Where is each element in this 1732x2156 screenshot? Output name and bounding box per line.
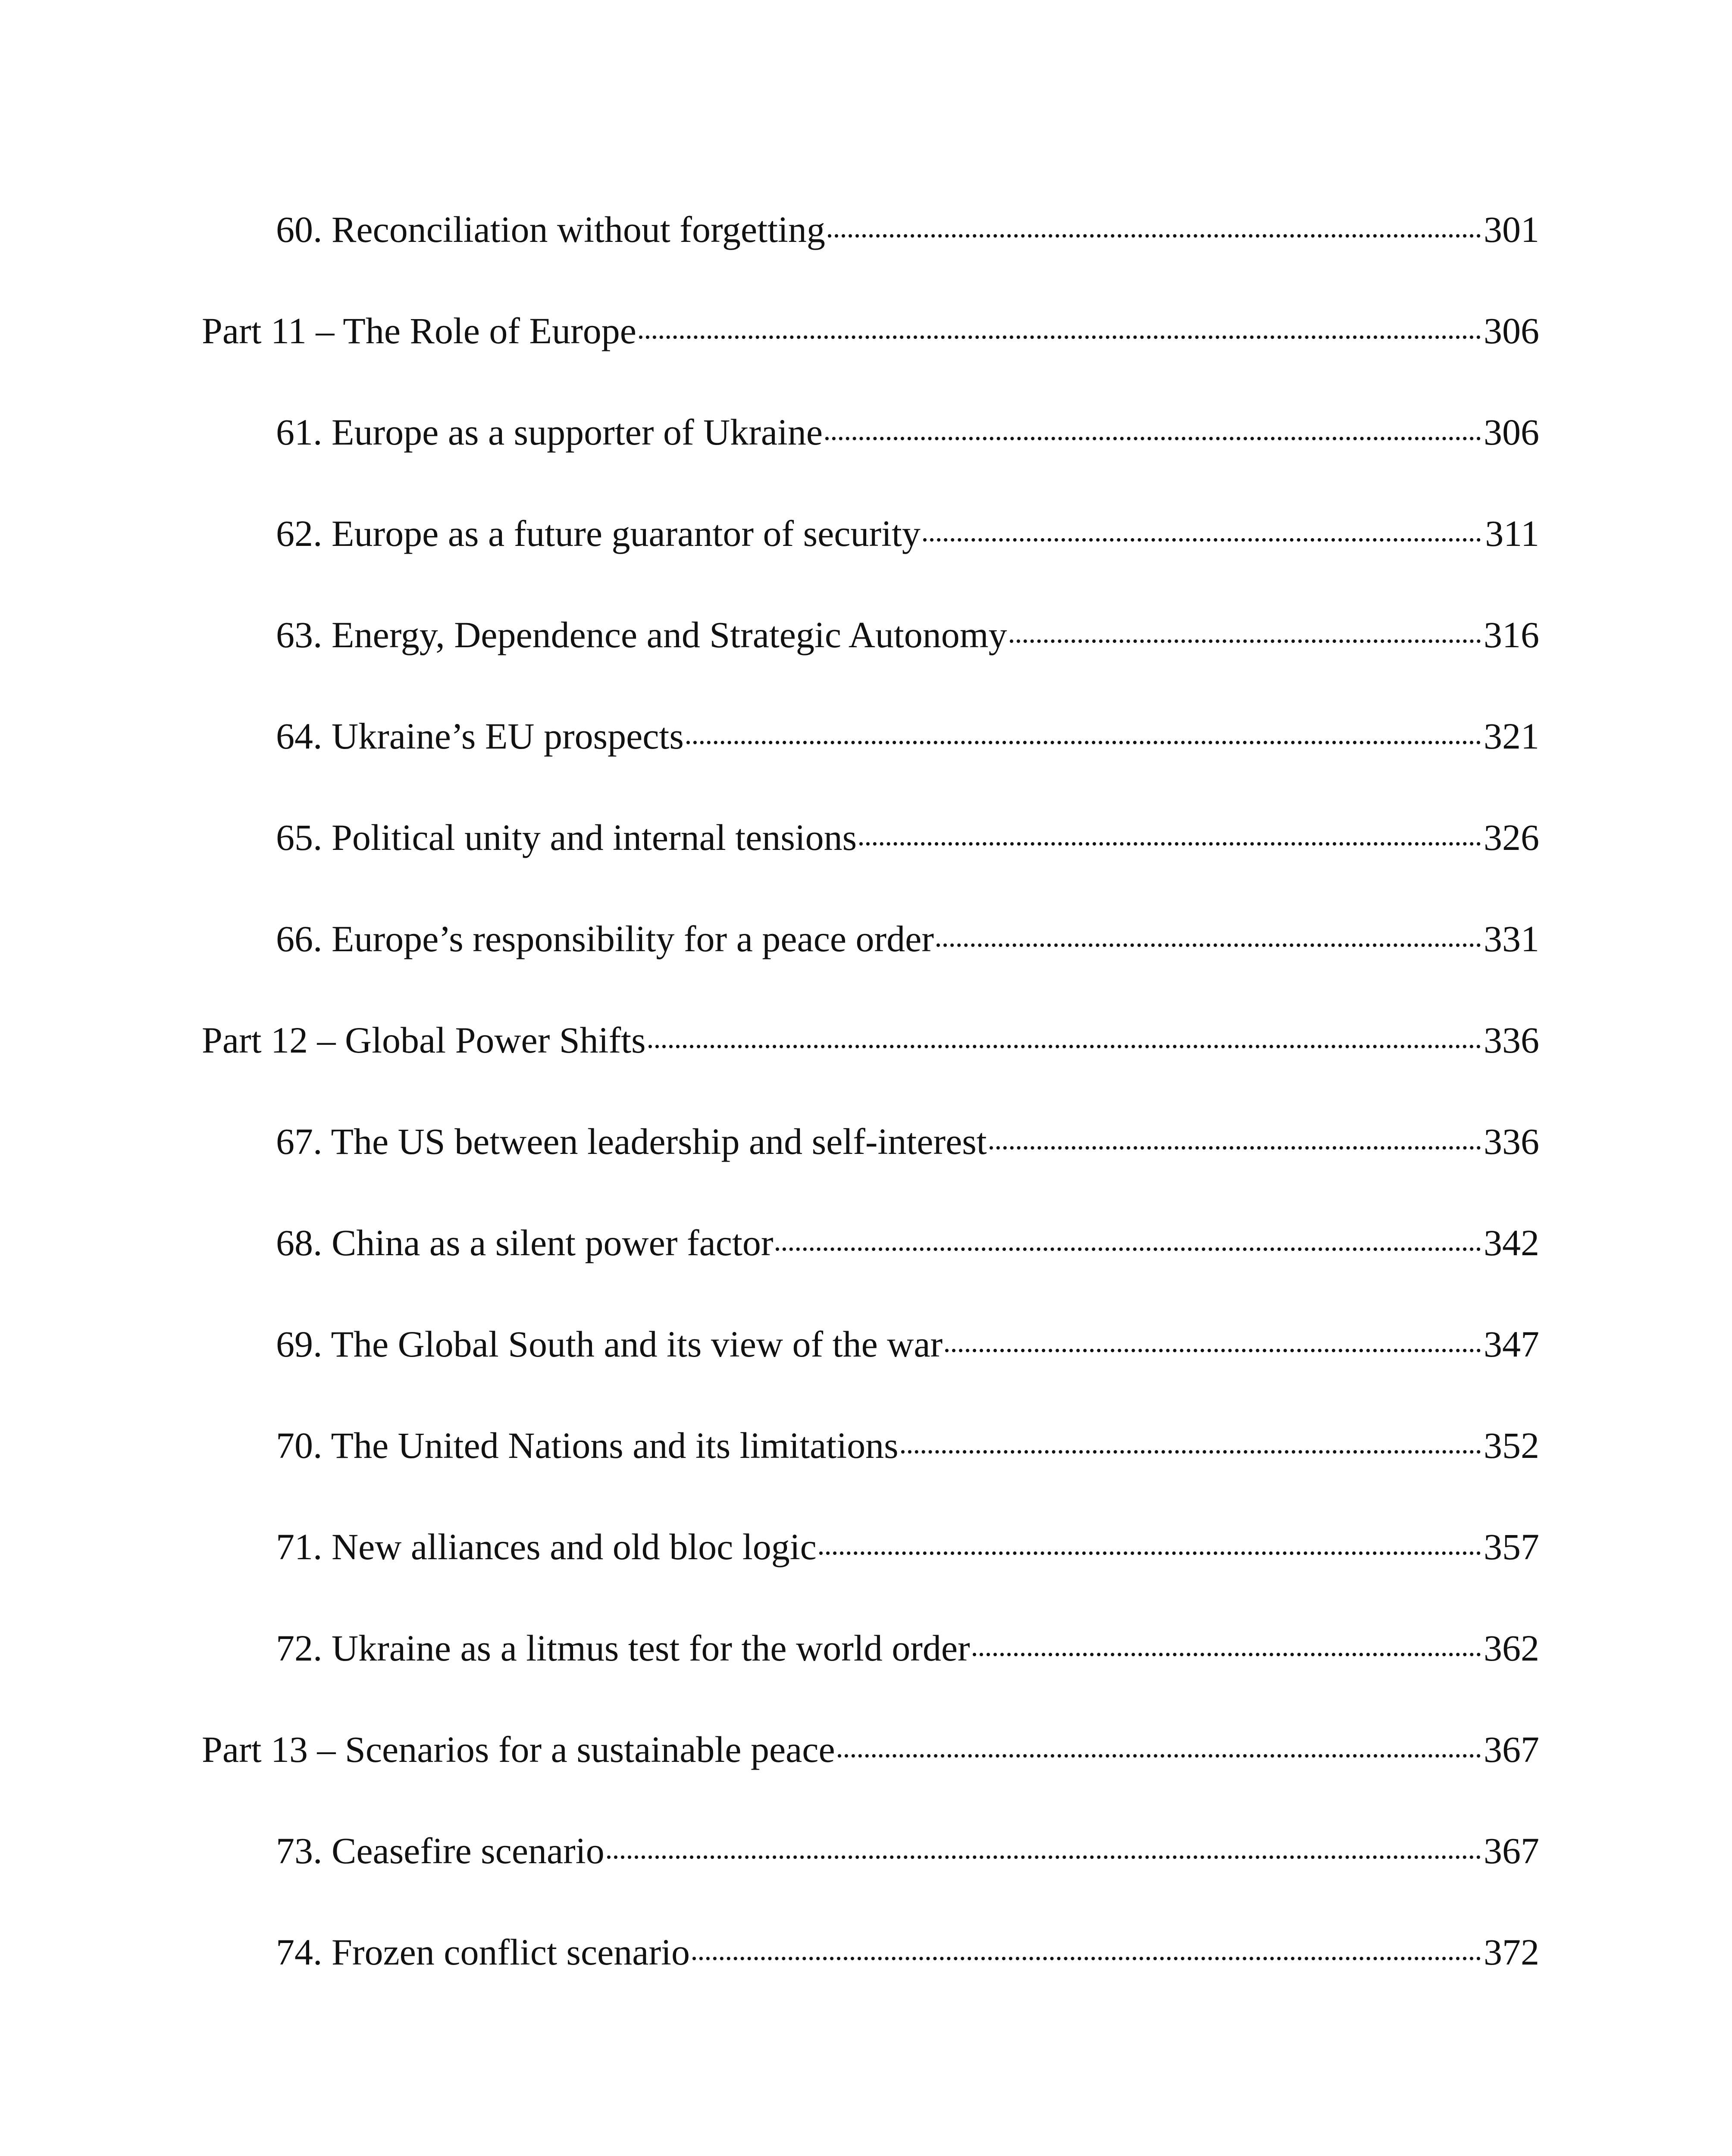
toc-page-number: 311 bbox=[1485, 513, 1539, 554]
toc-chapter-65[interactable] bbox=[276, 812, 1539, 863]
dot-leader bbox=[828, 234, 1481, 238]
dot-leader bbox=[607, 1855, 1481, 1859]
toc-chapter-67[interactable] bbox=[276, 1116, 1539, 1167]
dot-leader bbox=[639, 335, 1481, 339]
dot-leader bbox=[990, 1146, 1481, 1150]
toc-page-number: 306 bbox=[1484, 411, 1539, 453]
toc-page-number: 331 bbox=[1484, 918, 1539, 959]
toc-entry-title: 66. Europe’s responsibility for a peace order bbox=[276, 918, 934, 959]
dot-leader bbox=[1010, 639, 1481, 643]
toc-page-number: 342 bbox=[1484, 1222, 1539, 1263]
toc-page-number: 326 bbox=[1484, 817, 1539, 858]
toc-page-number: 301 bbox=[1484, 209, 1539, 250]
toc-entry-title: 67. The US between leadership and self-interest bbox=[276, 1121, 987, 1162]
toc-entry-title: 73. Ceasefire scenario bbox=[276, 1830, 604, 1871]
toc-page-number: 316 bbox=[1484, 614, 1539, 655]
dot-leader bbox=[923, 538, 1481, 542]
dot-leader bbox=[936, 943, 1481, 947]
toc-page-number: 306 bbox=[1484, 310, 1539, 351]
dot-leader bbox=[945, 1349, 1481, 1352]
toc-entry-title: 62. Europe as a future guarantor of security bbox=[276, 513, 921, 554]
dot-leader bbox=[838, 1754, 1481, 1758]
toc-chapter-60[interactable] bbox=[276, 204, 1539, 255]
toc-page-number: 372 bbox=[1484, 1931, 1539, 1973]
toc-page-number: 367 bbox=[1484, 1729, 1539, 1770]
toc-chapter-70[interactable] bbox=[276, 1420, 1539, 1471]
toc-page-number: 336 bbox=[1484, 1019, 1539, 1061]
toc-chapter-64[interactable] bbox=[276, 710, 1539, 762]
toc-chapter-73[interactable] bbox=[276, 1825, 1539, 1877]
toc-page-number: 367 bbox=[1484, 1830, 1539, 1871]
toc-entry-title: 68. China as a silent power factor bbox=[276, 1222, 774, 1263]
toc-page-number: 321 bbox=[1484, 715, 1539, 757]
dot-leader bbox=[776, 1247, 1481, 1251]
toc-entry-title: Part 12 – Global Power Shifts bbox=[202, 1019, 646, 1061]
toc-part-13[interactable] bbox=[202, 1724, 1539, 1775]
toc-entry-title: 72. Ukraine as a litmus test for the world order bbox=[276, 1627, 970, 1669]
toc-page-number: 352 bbox=[1484, 1425, 1539, 1466]
toc-chapter-68[interactable] bbox=[276, 1217, 1539, 1269]
toc-entry-title: 60. Reconciliation without forgetting bbox=[276, 209, 825, 250]
toc-chapter-61[interactable] bbox=[276, 406, 1539, 458]
toc-chapter-74[interactable] bbox=[276, 1926, 1539, 1978]
toc-entry-title: Part 13 – Scenarios for a sustainable peace bbox=[202, 1729, 835, 1770]
toc-chapter-71[interactable] bbox=[276, 1521, 1539, 1573]
dot-leader bbox=[648, 1045, 1481, 1048]
dot-leader bbox=[859, 842, 1481, 846]
toc-page-number: 357 bbox=[1484, 1526, 1539, 1567]
toc-part-11[interactable] bbox=[202, 305, 1539, 357]
toc-entry-title: 64. Ukraine’s EU prospects bbox=[276, 715, 684, 757]
toc-page-number: 362 bbox=[1484, 1627, 1539, 1669]
toc-page-number: 336 bbox=[1484, 1121, 1539, 1162]
toc-entry-title: 70. The United Nations and its limitations bbox=[276, 1425, 899, 1466]
dot-leader bbox=[686, 741, 1481, 744]
toc-chapter-72[interactable] bbox=[276, 1622, 1539, 1674]
toc-entry-title: 69. The Global South and its view of the war bbox=[276, 1323, 943, 1365]
toc-entry-title: 61. Europe as a supporter of Ukraine bbox=[276, 411, 823, 453]
dot-leader bbox=[973, 1653, 1481, 1656]
toc-chapter-69[interactable] bbox=[276, 1318, 1539, 1370]
toc-entry-title: 74. Frozen conflict scenario bbox=[276, 1931, 690, 1973]
dot-leader bbox=[901, 1450, 1481, 1454]
dot-leader bbox=[825, 437, 1481, 440]
toc-page-number: 347 bbox=[1484, 1323, 1539, 1365]
toc-entry-title: 65. Political unity and internal tensions bbox=[276, 817, 857, 858]
toc-entry-title: 63. Energy, Dependence and Strategic Autonomy bbox=[276, 614, 1007, 655]
toc-entry-title: 71. New alliances and old bloc logic bbox=[276, 1526, 817, 1567]
toc-chapter-63[interactable] bbox=[276, 609, 1539, 661]
dot-leader bbox=[819, 1551, 1481, 1555]
toc-entry-title: Part 11 – The Role of Europe bbox=[202, 310, 636, 351]
toc-chapter-62[interactable] bbox=[276, 508, 1539, 559]
toc-part-12[interactable] bbox=[202, 1014, 1539, 1066]
dot-leader bbox=[692, 1957, 1481, 1960]
toc-chapter-66[interactable] bbox=[276, 913, 1539, 965]
